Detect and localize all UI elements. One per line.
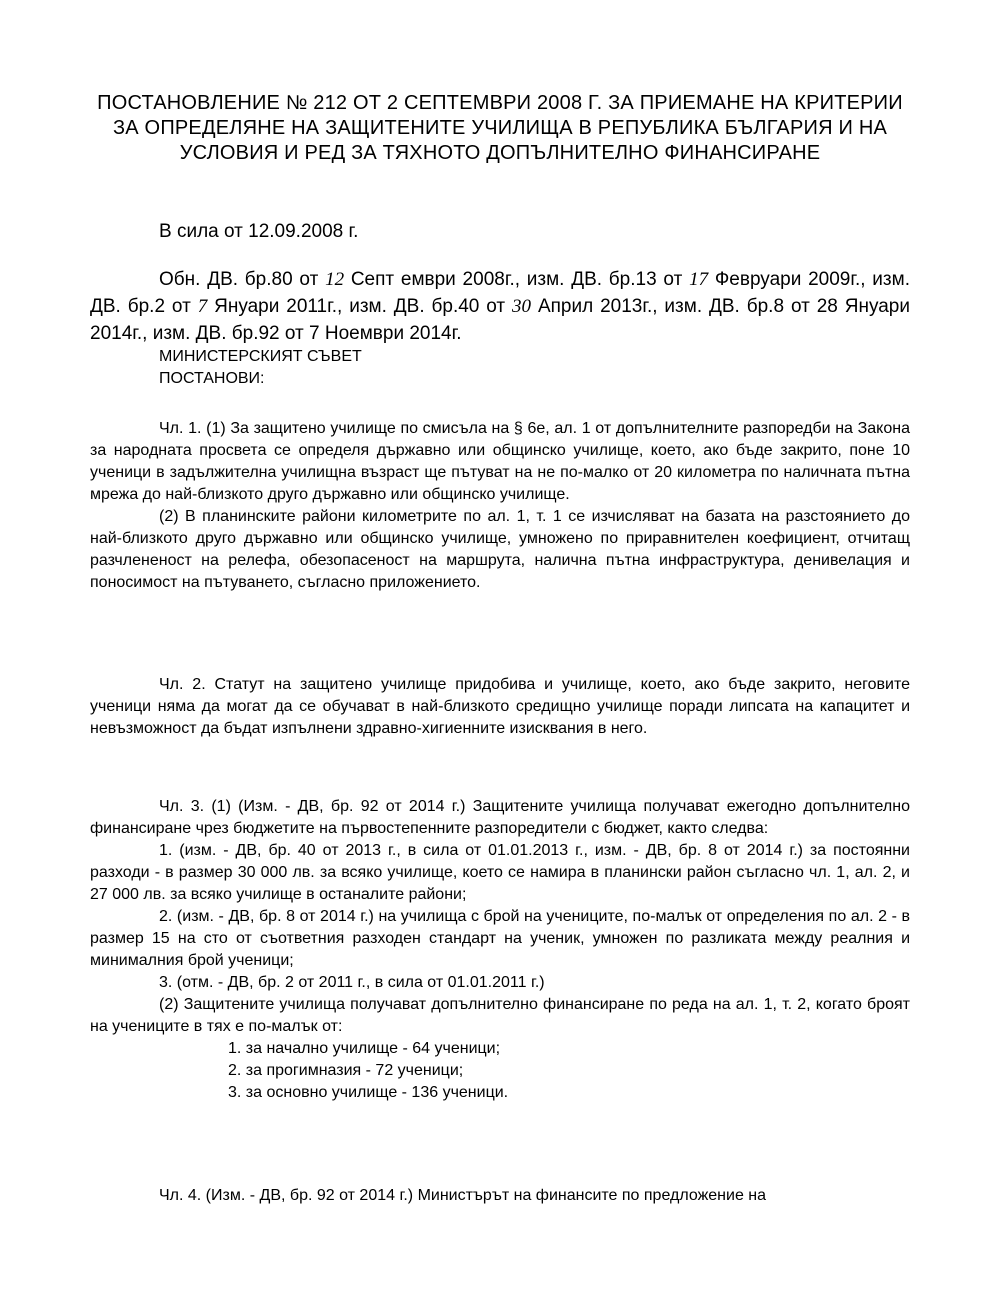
list-item: 2. за прогимназия - 72 ученици; <box>228 1062 464 1079</box>
effective-date: В сила от 12.09.2008 г. <box>159 221 359 242</box>
article-item: 3. (отм. - ДВ, бр. 2 от 2011 г., в сила от 01.01.2011 г.) <box>159 974 545 991</box>
student-threshold-list <box>90 1038 910 1104</box>
council-line: ПОСТАНОВИ: <box>159 370 265 387</box>
article-item: 2. (изм. - ДВ, бр. 8 от 2014 г.) на училища с брой на учениците, по-малък от определения по ал. 2 - в размер 15 на сто от съответния разходен стандарт на ученик, умножен по разликата между реалния и минималния брой ученици; <box>90 908 910 969</box>
council-heading <box>159 346 362 390</box>
article-4 <box>90 1185 910 1207</box>
article-3 <box>90 796 910 1104</box>
publication-day: 12 <box>325 269 345 290</box>
article-2 <box>90 674 910 740</box>
publication-info <box>90 266 910 347</box>
publication-day: 17 <box>689 269 709 290</box>
article-paragraph: Чл. 4. (Изм. - ДВ, бр. 92 от 2014 г.) Министърът на финансите по предложение на <box>159 1187 767 1204</box>
article-paragraph: Чл. 1. (1) За защитено училище по смисъла на § 6е, ал. 1 от допълнителните разпоредби на Закона за народната просвета се определя държавно или общинско училище, което, ако бъде закрито, поне 10 ученици в задължителна училищна възраст ще пътуват на не по-малко от 20 километра по наличната пътна мрежа до най-близкото друго държавно или общинско училище. <box>90 420 910 503</box>
list-item: 3. за основно училище - 136 ученици. <box>228 1084 509 1101</box>
list-item: 1. за начално училище - 64 ученици; <box>228 1040 501 1057</box>
publication-day: 7 <box>197 296 208 317</box>
publication-day: 30 <box>512 296 532 317</box>
document-title: ПОСТАНОВЛЕНИЕ № 212 ОТ 2 СЕПТЕМВРИ 2008 Г. ЗА ПРИЕМАНЕ НА КРИТЕРИИ ЗА ОПРЕДЕЛЯНЕ НА ЗАЩИТЕНИТЕ УЧИЛИЩА В РЕПУБЛИКА БЪЛГАРИЯ И НА УСЛОВИЯ И РЕД ЗА ТЯХНОТО ДОПЪЛНИТЕЛНО ФИНАНСИРАНЕ <box>97 92 903 164</box>
article-paragraph: (2) Защитените училища получават допълнително финансиране по реда на ал. 1, т. 2, когато броят на учениците в тях е по-малък от: <box>90 996 910 1035</box>
publication-text: Февруари 2009г., изм. ДВ. бр.2 от <box>90 269 910 317</box>
article-paragraph: (2) В планинските райони километрите по ал. 1, т. 1 се изчисляват на базата на разстоянието до най-близкото друго държавно или общинско училище, умножено по приравнителен коефициент, отчитащ разчлененост на релефа, обезопасеност на маршрута, налична пътна инфраструктура, денивелация и поносимост на пътуването, съгласно приложението. <box>90 508 910 591</box>
article-paragraph: Чл. 3. (1) (Изм. - ДВ, бр. 92 от 2014 г.) Защитените училища получават ежегодно допълнително финансиране чрез бюджетите на първостепенните разпоредители с бюджет, както следва: <box>90 798 910 837</box>
publication-text: Септ ември 2008г., изм. ДВ. бр.13 от <box>344 269 690 290</box>
council-line: МИНИСТЕРСКИЯТ СЪВЕТ <box>159 348 362 365</box>
publication-text: Обн. ДВ. бр.80 от <box>159 269 326 290</box>
publication-text: Април 2013г., изм. ДВ. бр.8 от 28 Януари 2014г., изм. ДВ. бр.92 от 7 Ноември 2014г. <box>90 296 910 344</box>
article-item: 1. (изм. - ДВ, бр. 40 от 2013 г., в сила от 01.01.2013 г., изм. - ДВ, бр. 8 от 2014 г.) за постоянни разходи - в размер 30 000 лв. за всяко училище, което се намира в планински район съгласно чл. 1, ал. 2, и 27 000 лв. за всяко училище в останалите райони; <box>90 842 910 903</box>
article-1 <box>90 418 910 594</box>
article-paragraph: Чл. 2. Статут на защитено училище придобива и училище, което, ако бъде закрито, неговите ученици няма да могат да се обучават в най-близкото средищно училище поради липсата на капацитет и невъзможност да бъдат изпълнени здравно-хигиенните изисквания в него. <box>90 676 910 737</box>
publication-text: Януари 2011г., изм. ДВ. бр.40 от <box>207 296 513 317</box>
